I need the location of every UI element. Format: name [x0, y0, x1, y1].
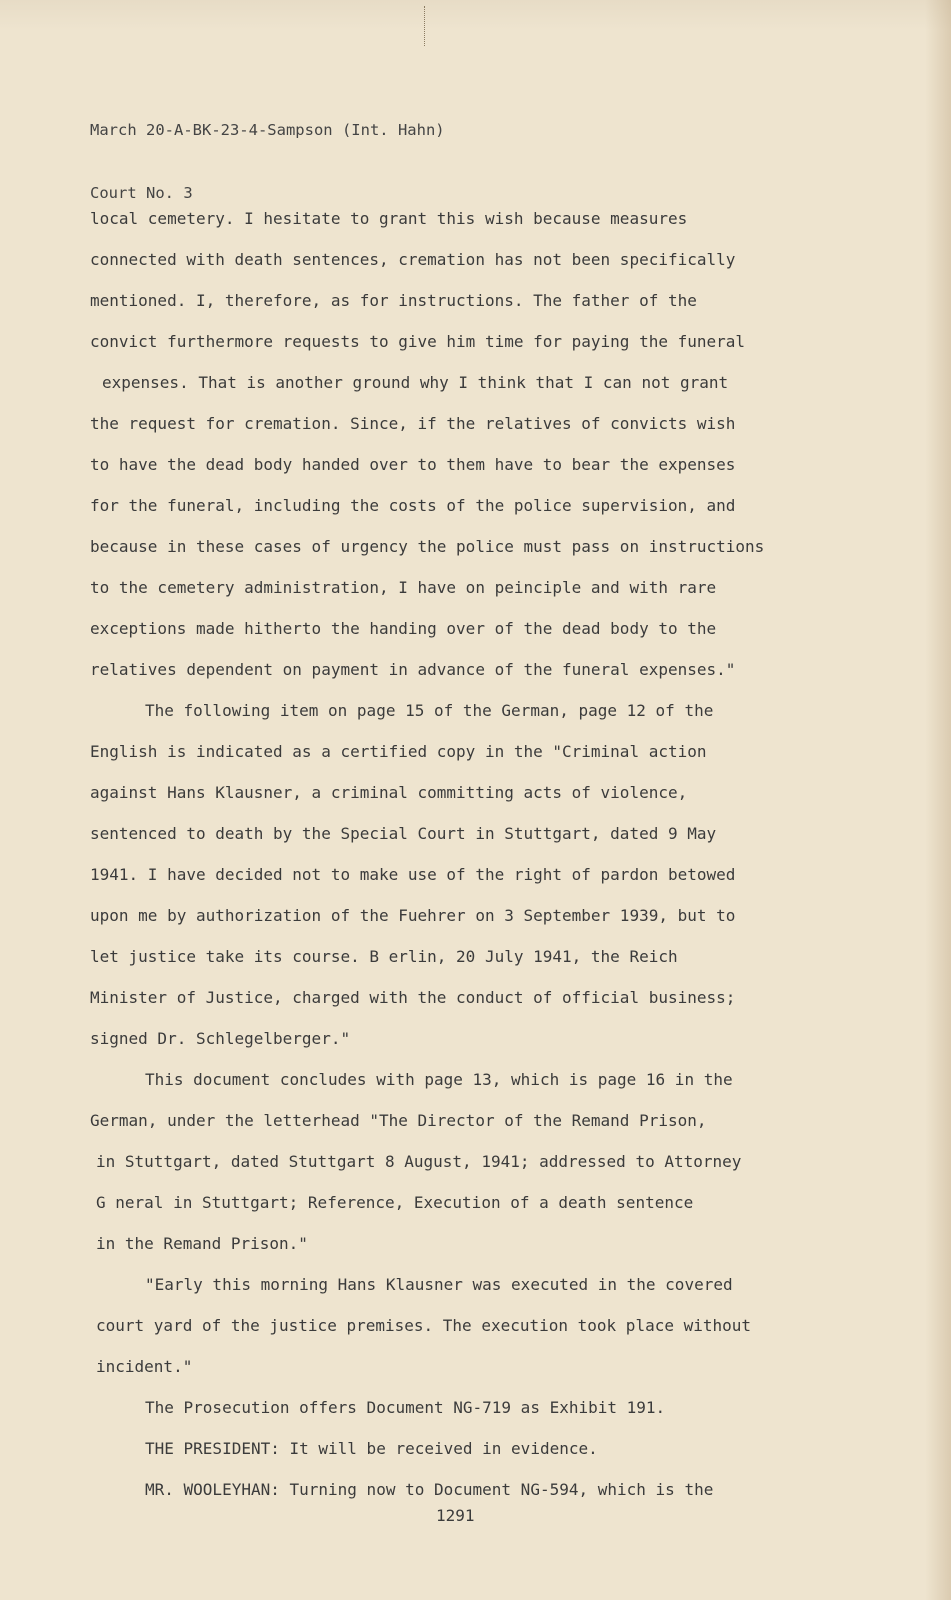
text-line: upon me by authorization of the Fuehrer on 3 September 1939, but to: [90, 906, 736, 925]
text-line: Minister of Justice, charged with the conduct of official business;: [90, 988, 736, 1007]
text-line: G neral in Stuttgart; Reference, Execution of a death sentence: [96, 1193, 694, 1212]
text-line: "Early this morning Hans Klausner was executed in the covered: [145, 1275, 733, 1294]
text-line: relatives dependent on payment in advance of the funeral expenses.": [90, 660, 736, 679]
text-line: The Prosecution offers Document NG-719 as Exhibit 191.: [145, 1398, 666, 1417]
text-line: because in these cases of urgency the police must pass on instructions: [90, 537, 765, 556]
text-line: The following item on page 15 of the German, page 12 of the: [145, 701, 714, 720]
text-line: THE PRESIDENT: It will be received in evidence.: [145, 1439, 598, 1458]
text-line: German, under the letterhead "The Director of the Remand Prison,: [90, 1111, 707, 1130]
text-line: This document concludes with page 13, which is page 16 in the: [145, 1070, 733, 1089]
fold-mark: [424, 6, 426, 46]
text-line: exceptions made hitherto the handing over of the dead body to the: [90, 619, 717, 638]
text-line: court yard of the justice premises. The execution took place without: [96, 1316, 752, 1335]
text-line: MR. WOOLEYHAN: Turning now to Document NG-594, which is the: [145, 1480, 714, 1499]
text-line: in the Remand Prison.": [96, 1234, 308, 1253]
text-line: 1941. I have decided not to make use of the right of pardon betowed: [90, 865, 736, 884]
text-line: expenses. That is another ground why I think that I can not grant: [102, 373, 729, 392]
text-line: to the cemetery administration, I have on peinciple and with rare: [90, 578, 717, 597]
page-number: 1291: [436, 1506, 475, 1525]
text-line: against Hans Klausner, a criminal committing acts of violence,: [90, 783, 688, 802]
text-line: in Stuttgart, dated Stuttgart 8 August, 1941; addressed to Attorney: [96, 1152, 742, 1171]
text-line: connected with death sentences, cremation has not been specifically: [90, 250, 736, 269]
text-line: local cemetery. I hesitate to grant this wish because measures: [90, 209, 688, 228]
header-line-2: Court No. 3: [90, 184, 193, 202]
transcript-body: [90, 198, 920, 1510]
text-line: for the funeral, including the costs of the police supervision, and: [90, 496, 736, 515]
header-line-1: March 20-A-BK-23-4-Sampson (Int. Hahn): [90, 121, 445, 139]
text-line: to have the dead body handed over to them have to bear the expenses: [90, 455, 736, 474]
text-line: sentenced to death by the Special Court in Stuttgart, dated 9 May: [90, 824, 717, 843]
text-line: let justice take its course. B erlin, 20 July 1941, the Reich: [90, 947, 678, 966]
text-line: the request for cremation. Since, if the relatives of convicts wish: [90, 414, 736, 433]
text-line: signed Dr. Schlegelberger.": [90, 1029, 351, 1048]
text-line: incident.": [96, 1357, 193, 1376]
text-line: mentioned. I, therefore, as for instructions. The father of the: [90, 291, 697, 310]
text-line: English is indicated as a certified copy in the "Criminal action: [90, 742, 707, 761]
text-line: convict furthermore requests to give him time for paying the funeral: [90, 332, 746, 351]
